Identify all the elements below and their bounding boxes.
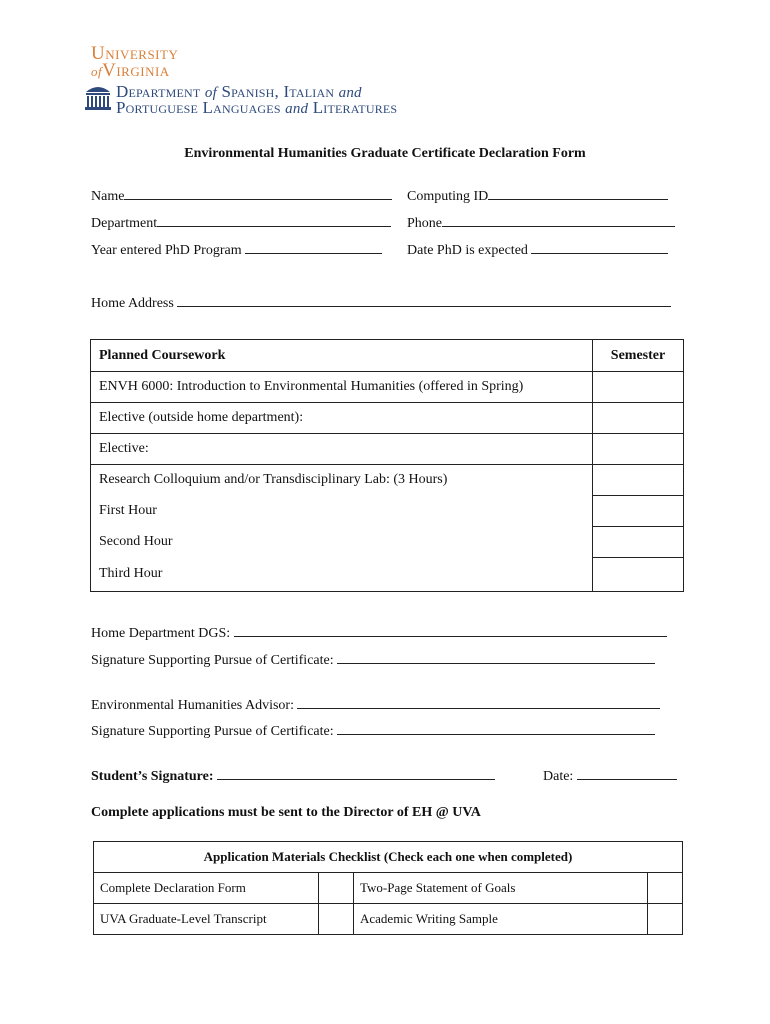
year-entered-field[interactable]: Year entered PhD Program [91,240,382,259]
checklist-header: Application Materials Checklist (Check each one when completed) [94,842,683,873]
checklist-checkbox[interactable] [319,873,354,904]
advisor-signature-field[interactable]: Signature Supporting Pursue of Certificate: [91,721,655,740]
table-row [91,434,684,465]
submission-notice: Complete applications must be sent to the Director of EH @ UVA [91,805,481,820]
checklist-header-row [94,842,683,873]
table-row [91,558,684,592]
logo-university-text: University [91,43,179,64]
checklist-item-declaration: Complete Declaration Form [94,873,319,904]
home-address-field[interactable]: Home Address [91,293,671,312]
date-field[interactable]: Date: [543,766,677,785]
semester-input[interactable] [593,496,684,527]
coursework-header-course: Planned Coursework [91,340,593,372]
semester-input[interactable] [593,527,684,558]
home-department-dgs-field[interactable]: Home Department DGS: [91,623,667,642]
table-row [91,527,684,558]
coursework-header-semester: Semester [593,340,684,372]
logo-virginia-text: ofVirginia [91,60,170,81]
table-row [94,873,683,904]
semester-input[interactable] [593,465,684,496]
planned-coursework-table [90,339,684,592]
table-row [91,403,684,434]
dgs-signature-field[interactable]: Signature Supporting Pursue of Certificate: [91,650,655,669]
logo-department-line2: Portuguese Languages and Literatures [116,98,398,117]
date-phd-expected-field[interactable]: Date PhD is expected [407,240,668,259]
checklist-item-writing-sample: Academic Writing Sample [354,904,648,935]
table-row [91,496,684,527]
phone-field[interactable]: Phone [407,213,675,232]
logo-department-line1: Department of Spanish, Italian and [116,82,362,101]
coursework-row-first-hour: First Hour [91,496,593,527]
computing-id-field[interactable]: Computing ID [407,186,668,205]
checklist-checkbox[interactable] [648,873,683,904]
checklist-checkbox[interactable] [319,904,354,935]
coursework-row-research-colloquium: Research Colloquium and/or Transdisciplinary Lab: (3 Hours) [91,465,593,496]
coursework-row-second-hour: Second Hour [91,527,593,558]
table-row [91,465,684,496]
semester-input[interactable] [593,372,684,403]
coursework-row-elective: Elective: [91,434,593,465]
student-signature-field[interactable]: Student’s Signature: [91,766,495,785]
eh-advisor-field[interactable]: Environmental Humanities Advisor: [91,695,660,714]
rotunda-logo-icon [84,82,112,111]
department-field[interactable]: Department [91,213,391,232]
checklist-item-statement: Two-Page Statement of Goals [354,873,648,904]
application-checklist-table [93,841,683,935]
coursework-row-third-hour: Third Hour [91,558,593,592]
checklist-checkbox[interactable] [648,904,683,935]
semester-input[interactable] [593,558,684,592]
coursework-header-row [91,340,684,372]
semester-input[interactable] [593,434,684,465]
checklist-item-transcript: UVA Graduate-Level Transcript [94,904,319,935]
form-title: Environmental Humanities Graduate Certificate Declaration Form [184,146,586,161]
coursework-row-elective-outside: Elective (outside home department): [91,403,593,434]
table-row [91,372,684,403]
table-row [94,904,683,935]
name-field[interactable]: Name [91,186,392,205]
coursework-row-envh6000: ENVH 6000: Introduction to Environmental Humanities (offered in Spring) [91,372,593,403]
semester-input[interactable] [593,403,684,434]
